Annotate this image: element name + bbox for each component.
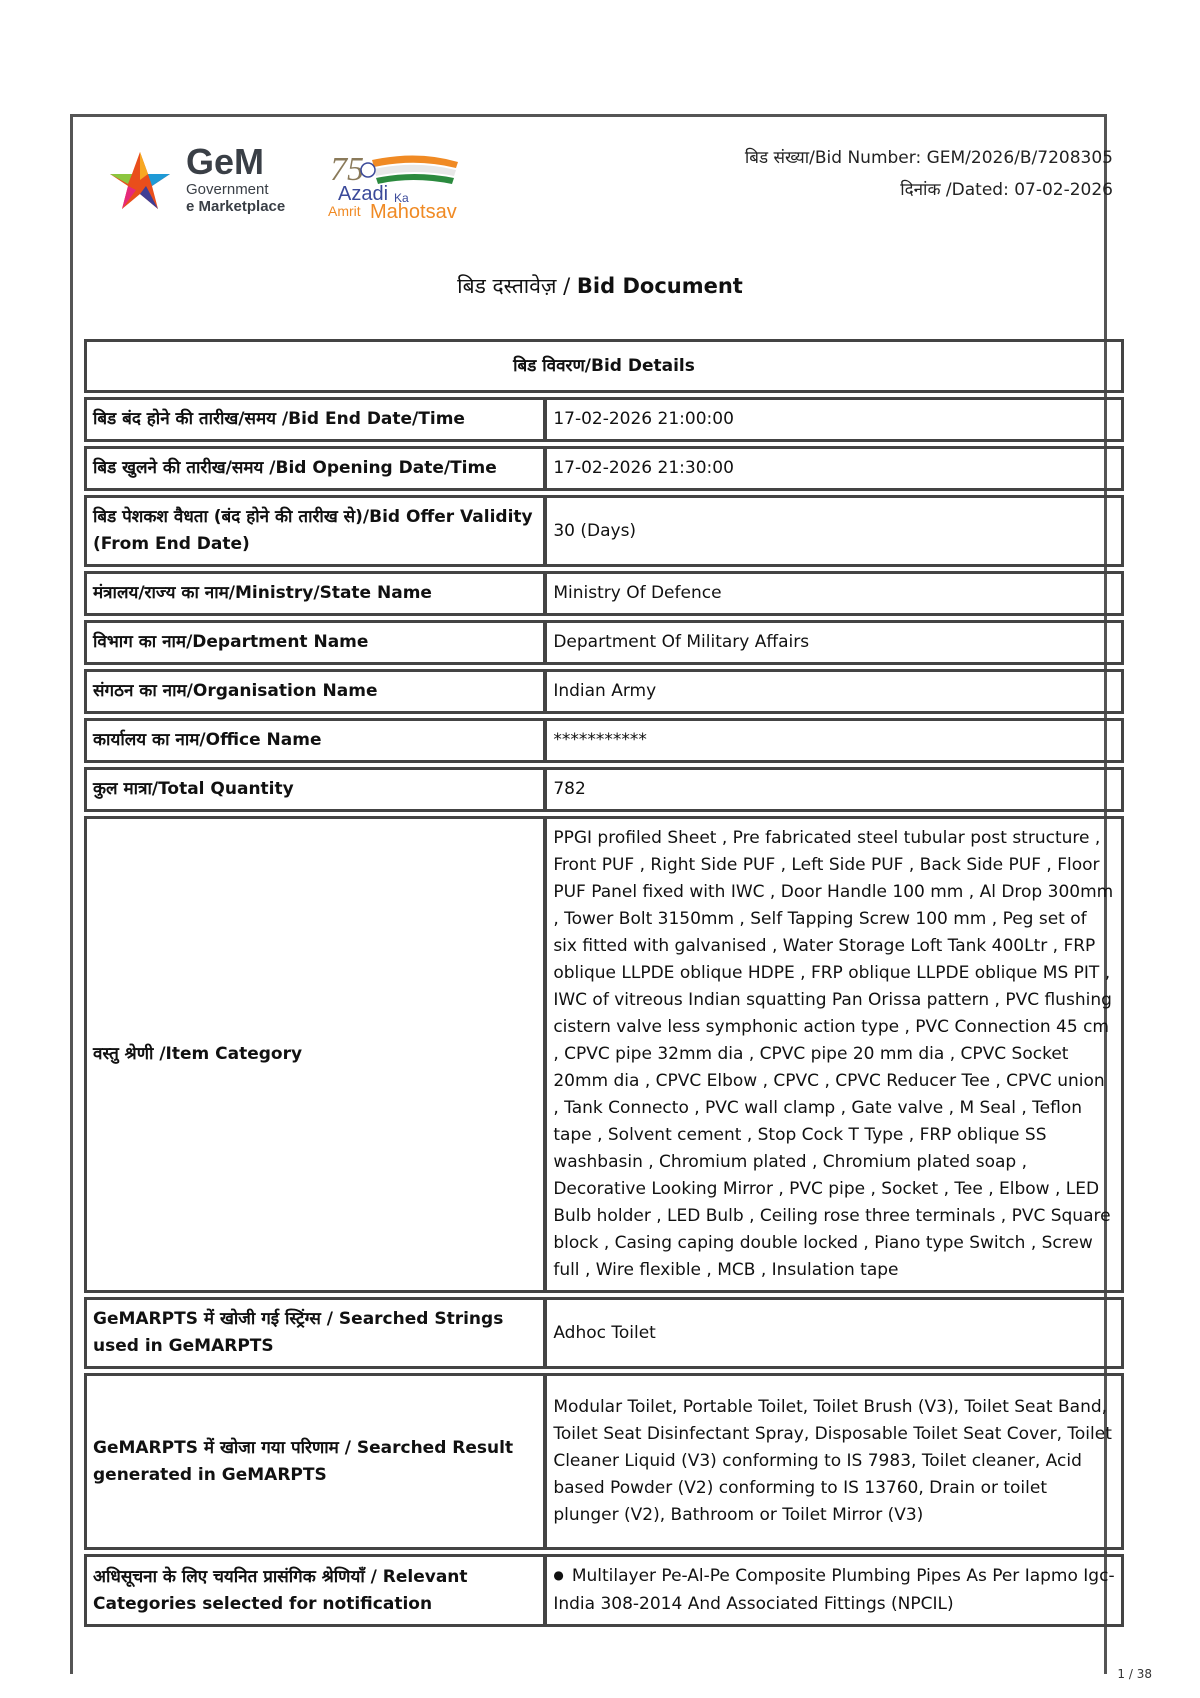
table-row <box>84 718 1124 763</box>
row-value-office: *********** <box>545 718 1124 763</box>
bid-number-label: बिड संख्या/Bid Number: <box>744 148 922 168</box>
page-number: 1 / 38 <box>1117 1667 1152 1681</box>
row-label-searched-result: GeMARPTS में खोजा गया परिणाम / Searched Result generated in GeMARPTS <box>84 1373 545 1550</box>
page-title-hi: बिड दस्तावेज़ / <box>457 274 577 298</box>
azadi-line1b: Ka <box>394 191 409 205</box>
gem-star-icon <box>110 152 170 209</box>
dated-label: दिनांक /Dated: <box>900 180 1009 200</box>
azadi-line2a: Amrit <box>328 203 361 219</box>
row-label-relevant-categories: अधिसूचना के लिए चयनित प्रासंगिक श्रेणियाँ / Relevant Categories selected for notification <box>84 1554 545 1627</box>
bid-details-table <box>84 335 1124 1631</box>
row-label-bid-opening: बिड खुलने की तारीख/समय /Bid Opening Date/Time <box>84 446 545 491</box>
azadi-ka-amrit-mahotsav-logo <box>328 150 498 224</box>
row-value-offer-validity: 30 (Days) <box>545 495 1124 567</box>
bid-meta <box>745 142 1113 206</box>
azadi-line1: Azadi <box>338 183 389 205</box>
table-row <box>84 1297 1124 1369</box>
row-value-total-quantity: 782 <box>545 767 1124 812</box>
row-label-item-category: वस्तु श्रेणी /Item Category <box>84 816 545 1293</box>
row-label-office: कार्यालय का नाम/Office Name <box>84 718 545 763</box>
gem-logo-line1: Government <box>186 181 269 198</box>
row-label-organisation: संगठन का नाम/Organisation Name <box>84 669 545 714</box>
row-label-bid-end: बिड बंद होने की तारीख/समय /Bid End Date/Time <box>84 397 545 442</box>
dated-line <box>745 174 1113 206</box>
row-value-relevant-categories <box>545 1554 1124 1627</box>
row-label-ministry: मंत्रालय/राज्य का नाम/Ministry/State Name <box>84 571 545 616</box>
page-title-en: Bid Document <box>576 274 743 298</box>
table-row <box>84 620 1124 665</box>
gem-logo-line2: e Marketplace <box>186 198 286 215</box>
row-value-organisation: Indian Army <box>545 669 1124 714</box>
row-label-department: विभाग का नाम/Department Name <box>84 620 545 665</box>
table-row <box>84 446 1124 491</box>
row-value-searched-result: Modular Toilet, Portable Toilet, Toilet Brush (V3), Toilet Seat Band, Toilet Seat Disinfectant Spray, Disposable Toilet Seat Cover, Toilet Cleaner Liquid (V3) conforming to IS 7983, Toilet cleaner, Acid based Powder (V2) conforming to IS 13760, Drain or toilet plunger (V2), Bathroom or Toilet Mirror (V3) <box>545 1373 1124 1550</box>
azadi-line2b: Mahotsav <box>370 201 457 223</box>
row-label-searched-strings: GeMARPTS में खोजी गई स्ट्रिंग्स / Searched Strings used in GeMARPTS <box>84 1297 545 1369</box>
bid-details-section-title: बिड विवरण/Bid Details <box>84 339 1124 393</box>
table-row <box>84 1554 1124 1627</box>
page-title <box>0 272 1200 300</box>
tricolor-flag-icon <box>361 155 458 184</box>
row-label-total-quantity: कुल मात्रा/Total Quantity <box>84 767 545 812</box>
table-row <box>84 495 1124 567</box>
row-value-searched-strings: Adhoc Toilet <box>545 1297 1124 1369</box>
row-value-ministry: Ministry Of Defence <box>545 571 1124 616</box>
gem-logo-title: GeM <box>186 141 265 182</box>
bid-number: GEM/2026/B/7208305 <box>926 148 1113 168</box>
gem-logo <box>100 134 300 234</box>
table-row <box>84 397 1124 442</box>
bid-number-line <box>745 142 1113 174</box>
row-value-bid-end: 17-02-2026 21:00:00 <box>545 397 1124 442</box>
table-row <box>84 767 1124 812</box>
bid-details-header-row <box>84 339 1124 393</box>
table-row <box>84 1373 1124 1550</box>
azadi-number: 75 <box>330 151 364 188</box>
table-row <box>84 571 1124 616</box>
row-label-offer-validity: बिड पेशकश वैधता (बंद होने की तारीख से)/Bid Offer Validity (From End Date) <box>84 495 545 567</box>
list-item: ● Multilayer Pe-Al-Pe Composite Plumbing Pipes As Per Iapmo Igc-India 308-2014 And Associated Fittings (NPCIL) <box>553 1566 1114 1614</box>
dated-value: 07-02-2026 <box>1014 180 1113 200</box>
table-row <box>84 816 1124 1293</box>
row-value-item-category: PPGI profiled Sheet , Pre fabricated steel tubular post structure , Front PUF , Right Side PUF , Left Side PUF , Back Side PUF , Floor PUF Panel fixed with IWC , Door Handle 100 mm , Al Drop 300mm , Tower Bolt 3150mm , Self Tapping Screw 100 mm , Peg set of six fitted with galvanised , Water Storage Loft Tank 400Ltr , FRP oblique LLPDE oblique HDPE , FRP oblique LLPDE oblique MS PIT , IWC of vitreous Indian squatting Pan Orissa pattern , PVC flushing cistern valve less symphonic action type , PVC Connection 45 cm , CPVC pipe 32mm dia , CPVC pipe 20 mm dia , CPVC Socket 20mm dia , CPVC Elbow , CPVC , CPVC Reducer Tee , CPVC union , Tank Connecto , PVC wall clamp , Gate valve , M Seal , Teflon tape , Solvent cement , Stop Cock T Type , FRP oblique SS washbasin , Chromium plated , Chromium plated soap , Decorative Looking Mirror , PVC pipe , Socket , Tee , Elbow , LED Bulb holder , LED Bulb , Ceiling rose three terminals , PVC Square block , Casing caping double locked , Piano type Switch , Screw full , Wire flexible , MCB , Insulation tape <box>545 816 1124 1293</box>
row-value-department: Department Of Military Affairs <box>545 620 1124 665</box>
table-row <box>84 669 1124 714</box>
row-value-bid-opening: 17-02-2026 21:30:00 <box>545 446 1124 491</box>
